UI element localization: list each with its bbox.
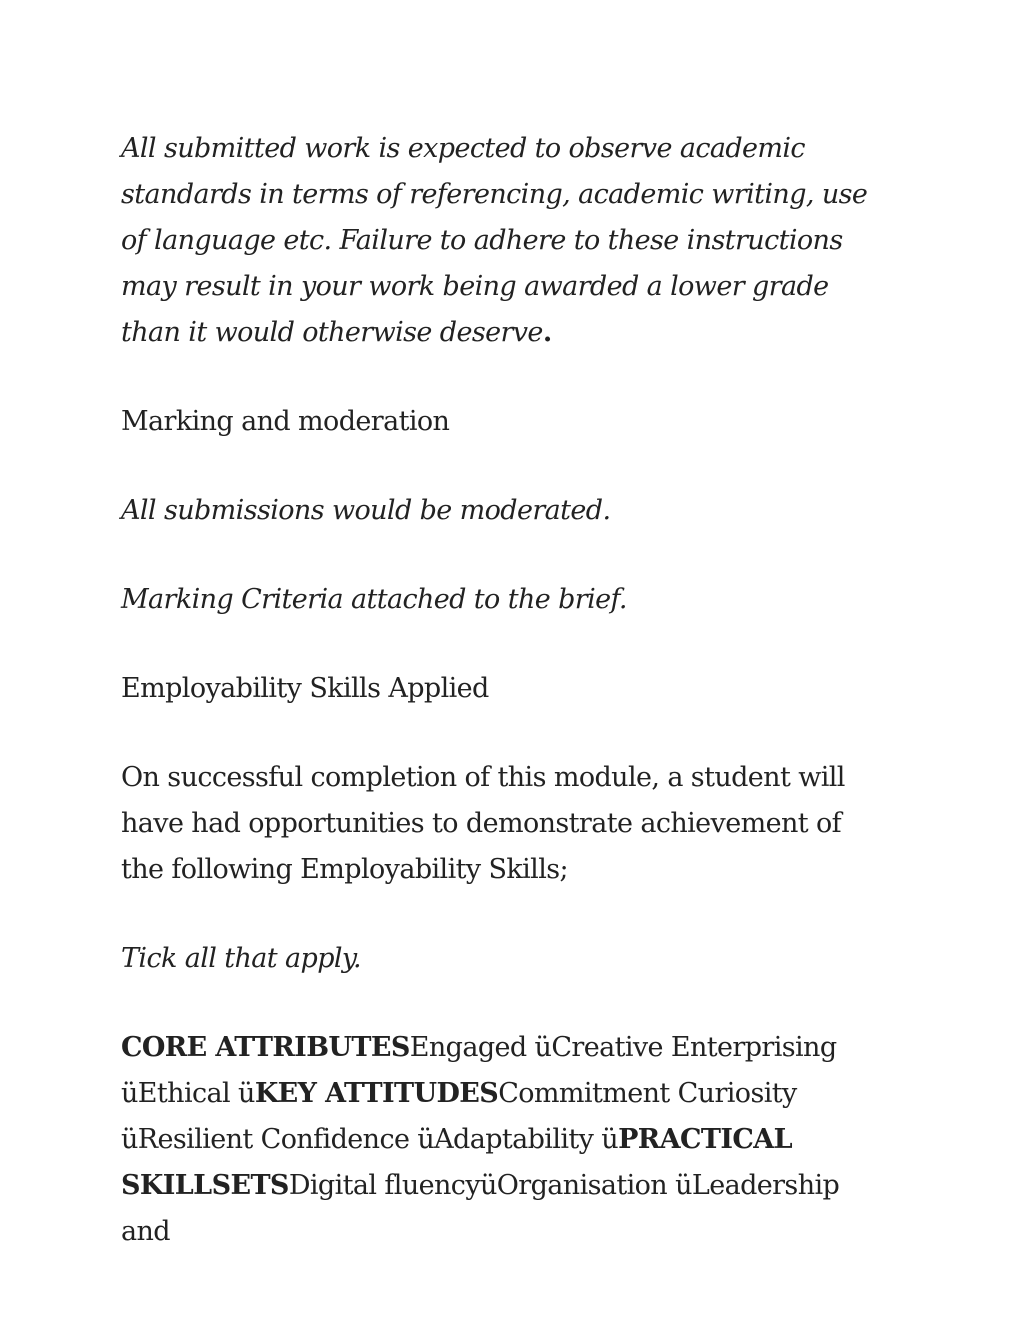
intro-period: . bbox=[542, 317, 552, 348]
document-page bbox=[121, 126, 881, 1255]
intro-text: All submitted work is expected to observe academic standards in terms of referencing, academic writing, use of language etc. Failure to adhere to these instructions may result in your work being awarded a lower grade than it would otherwise deserve bbox=[121, 133, 868, 348]
employability-heading: Employability Skills Applied bbox=[121, 673, 489, 704]
criteria-note: Marking Criteria attached to the brief. bbox=[121, 584, 627, 615]
core-attributes-label: CORE ATTRIBUTES bbox=[121, 1032, 410, 1063]
practical-skillsets-items: Digital fluencyüOrganisation üLeadership and bbox=[121, 1170, 840, 1247]
key-attitudes-items: Commitment Curiosity üResilient Confidence üAdaptability ü bbox=[121, 1078, 797, 1155]
core-attributes-items: Engaged üCreative Enterprising üEthical ü bbox=[121, 1032, 837, 1109]
marking-heading: Marking and moderation bbox=[121, 406, 450, 437]
completion-paragraph: On successful completion of this module, a student will have had opportunities to demonstrate achievement of the following Employability Skills; bbox=[121, 762, 845, 885]
intro-paragraph bbox=[121, 126, 881, 356]
key-attitudes-label: KEY ATTITUDES bbox=[254, 1078, 499, 1109]
tick-note: Tick all that apply. bbox=[121, 943, 361, 974]
practical-skillsets-label: PRACTICAL SKILLSETS bbox=[121, 1124, 793, 1201]
moderation-note: All submissions would be moderated. bbox=[121, 495, 611, 526]
skills-paragraph bbox=[121, 1025, 881, 1255]
